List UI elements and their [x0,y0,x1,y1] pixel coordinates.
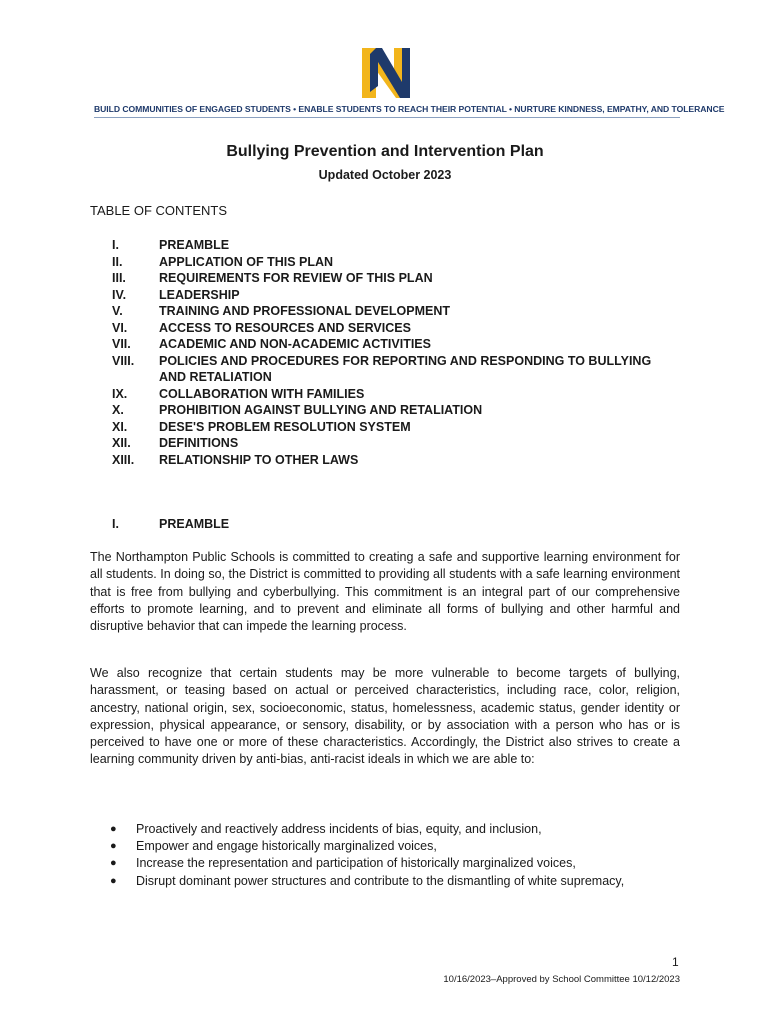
toc-item [112,237,672,254]
preamble-paragraph-2: We also recognize that certain students may be more vulnerable to become targets of bullying, harassment, or teasing based on actual or perceived characteristics, including race, color, religion, ancestry, national origin, sex, socioeconomic, status, homelessness, academic status, gender identity or expression, physical appearance, or sensory, disability, or by association with a person who has or is perceived to have one or more of these characteristics. Accordingly, the District also strives to create a learning community driven by anti-bias, anti-racist ideals in which we are able to: [90,666,680,767]
tagline: BUILD COMMUNITIES OF ENGAGED STUDENTS • ENABLE STUDENTS TO REACH THEIR POTENTIAL • NURTURE KINDNESS, EMPATHY, AND TOLERANCE [94,104,725,114]
list-item [110,873,690,890]
toc-label: DESE'S PROBLEM RESOLUTION SYSTEM [159,419,411,434]
toc-number: V. [112,304,123,318]
list-item-text: Empower and engage historically marginalized voices, [136,839,437,854]
toc-label: COLLABORATION WITH FAMILIES [159,386,365,401]
table-of-contents [112,237,672,468]
toc-item [112,270,672,287]
toc-number: II. [112,254,123,269]
toc-label: LEADERSHIP [159,287,240,302]
list-item [110,821,690,838]
toc-item [112,336,672,353]
bullet-icon: ● [110,857,117,870]
toc-label: ACADEMIC AND NON-ACADEMIC ACTIVITIES [159,337,431,351]
toc-label: ACCESS TO RESOURCES AND SERVICES [159,320,411,335]
list-item-text: Proactively and reactively address incidents of bias, equity, and inclusion, [136,822,542,836]
list-item-text: Increase the representation and participation of historically marginalized voices, [136,856,576,871]
toc-item [112,386,672,403]
toc-number: VII. [112,337,131,351]
northampton-logo [360,46,412,100]
toc-number: XIII. [112,452,135,467]
page-number: 1 [672,955,679,969]
toc-number: X. [112,403,124,417]
section-title: PREAMBLE [159,517,230,531]
updated-date: Updated October 2023 [318,168,452,182]
toc-item [112,320,672,337]
toc-number: XI. [112,419,128,434]
document-title: Bullying Prevention and Intervention Plan [226,143,544,160]
toc-label: RELATIONSHIP TO OTHER LAWS [159,452,359,467]
toc-number: XII. [112,436,131,450]
list-item [110,838,690,855]
toc-label: PROHIBITION AGAINST BULLYING AND RETALIATION [159,403,483,417]
preamble-paragraph-1: The Northampton Public Schools is committed to creating a safe and supportive learning environment for all students. In doing so, the District is committed to providing all students with a safe learning environment that is free from bullying and cyberbullying. This commitment is an integral part of our comprehensive efforts to promote learning, and to prevent and eliminate all forms of bullying and other harmful and disruptive behavior that can impede the learning process. [90,550,680,634]
section-number: I. [112,517,119,531]
bullet-icon: ● [110,823,117,835]
toc-label: POLICIES AND PROCEDURES FOR REPORTING AND RESPONDING TO BULLYING AND RETALIATION [159,353,652,384]
list-item [110,855,690,872]
bullet-icon: ● [110,874,117,887]
toc-item [112,287,672,304]
list-item-text: Disrupt dominant power structures and contribute to the dismantling of white supremacy, [136,873,625,888]
header-divider [94,117,680,118]
toc-number: I. [112,238,119,252]
toc-item [112,254,672,271]
toc-label: TRAINING AND PROFESSIONAL DEVELOPMENT [159,304,450,318]
footer-approval-note: 10/16/2023–Approved by School Committee 10/12/2023 [443,974,680,985]
toc-item [112,402,672,419]
toc-label: APPLICATION OF THIS PLAN [159,254,334,269]
toc-number: VI. [112,320,128,335]
bullet-icon: ● [110,840,117,853]
toc-label: REQUIREMENTS FOR REVIEW OF THIS PLAN [159,271,433,285]
toc-number: III. [112,271,126,285]
bullet-list [110,821,690,890]
toc-label: DEFINITIONS [159,436,239,450]
toc-item [112,353,672,386]
toc-item [112,419,672,436]
toc-number: IV. [112,287,127,302]
toc-number: VIII. [112,353,135,368]
toc-item [112,435,672,452]
toc-number: IX. [112,386,128,401]
toc-item [112,452,672,469]
toc-label: PREAMBLE [159,238,230,252]
toc-heading: TABLE OF CONTENTS [90,203,227,218]
toc-item [112,303,672,320]
